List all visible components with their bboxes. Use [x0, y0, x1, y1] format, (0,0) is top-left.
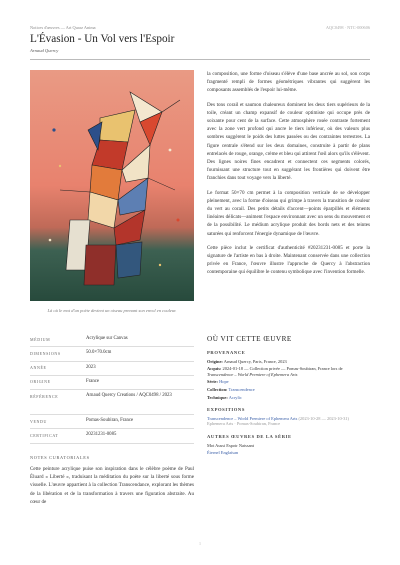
description-paragraph: Cette pièce inclut le certificat d'authenticité #20231231-0085 et porte la signature de l'artiste en bas à droite. Maintenant conservée dans une collection privée en France, l'œuvre illustre l'approche de Quercy à l'abstraction contemporaine qui équilibre le contenu symbolique avec l'invention formelle.: [207, 244, 370, 276]
meta-label: CERTIFICAT: [30, 432, 59, 438]
meta-label: DIMENSIONS: [30, 350, 61, 356]
provenance-origin: [207, 359, 370, 365]
exhibition-venue: Ephemera Arts · Pomas-Soubiran, France: [207, 421, 281, 427]
provenance-block: [207, 350, 370, 456]
description-paragraph: Des tons corail et saumon chaleureux dominent les deux tiers supérieurs de la toile, créant un champ expansif de couleur optimiste qui occupe près de soixante pour cent de la surface. Cette atmosphère rosée contraste fortement avec la zone vert profond qui ancre le tiers inférieur, où des valeurs plus sombres suggèrent le poids des luttes passées ou des contraintes terrestres. La figure centrale s'étend sur les deux domaines, construite à partir de plans entrelacés de rouge, orange, crème et bleu qui attirent l'œil alors qu'ils s'élèvent. Des lignes noires fines encadrent et connectent ces segments colorés, fournissant une structure tout en suggérant les frontières qui doivent être franchies dans tout voyage vers la liberté.: [207, 101, 370, 182]
provenance-heading: PROVENANCE: [207, 350, 246, 355]
exhibition-dates: (2023-10-28 — 2023-10-31): [298, 415, 349, 421]
artwork-title: L'Évasion - Un Vol vers l'Espoir: [30, 33, 175, 45]
acquired-event: Transcendence – World Premiere of Ephemera Arts: [207, 371, 298, 377]
origin-label: Origine:: [207, 358, 223, 364]
meta-value: Acrylique sur Canvas: [86, 336, 128, 341]
meta-row-medium: [30, 333, 194, 347]
where-section-title: OÙ VIT CETTE ŒUVRE: [207, 335, 292, 343]
series-label: Série:: [207, 379, 218, 385]
series-work-item[interactable]: Mot Aussi Espoir Naissant: [207, 442, 254, 448]
meta-value: Arnaud Quercy Creations / AQC0498 / 2023: [86, 393, 172, 399]
acquired-value: 2024-01-18 — Collection privée — Pomas-Soubiran, France lors de: [222, 366, 343, 372]
meta-value: Pomas-Soubiran, France: [86, 418, 134, 424]
meta-value: France: [86, 378, 100, 384]
meta-value: 2023: [86, 364, 96, 370]
meta-row-sold: [30, 415, 194, 429]
header-divider: [30, 59, 370, 60]
meta-label: ANNÉE: [30, 365, 47, 371]
meta-row-certificate: [30, 429, 194, 443]
meta-label: RÉFÉRENCE: [30, 393, 59, 399]
meta-row-dimensions: [30, 347, 194, 361]
exhibition-link[interactable]: Transcendence – World Premiere of Ephemera Arts: [207, 415, 298, 421]
meta-label: VENDU: [30, 418, 47, 424]
technique-label: Technique:: [207, 394, 228, 400]
series-works-heading: AUTRES ŒUVRES DE LA SÉRIE: [207, 433, 292, 439]
meta-row-year: [30, 362, 194, 376]
artist-name: Arnaud Quercy: [30, 48, 59, 53]
collection-link[interactable]: Transcendence: [228, 386, 255, 392]
meta-label: MÉDIUM: [30, 336, 51, 342]
meta-label: ORIGINE: [30, 379, 51, 385]
provenance-series: [207, 379, 370, 385]
description-column: [207, 70, 370, 283]
header-reference: AQC0498 · NTC-000606: [325, 25, 370, 30]
description-paragraph: Le format 50×70 cm permet à la composition verticale de se développer pleinement, avec la forme d'oiseau qui grimpe à travers la transition de couleur du vert au corail. Des petits détails d'accent—points éparpillés et éléments linéaires délicats—animent l'espace environnant avec un sens du mouvement et de la possibilité. Le médium acrylique produit des bords nets et des teintes saturées qui renforcent l'énergie dynamique de l'œuvre.: [207, 189, 370, 237]
artwork-caption: Là où le mot d'un poète devient un oiseau prenant son envol en couleur.: [47, 308, 177, 313]
acquired-label: Acquis:: [207, 366, 222, 372]
exhibition-item: [207, 416, 370, 427]
collection-label: Collection:: [207, 386, 228, 392]
origin-value: Arnaud Quercy, Paris, France, 2023: [223, 358, 287, 364]
meta-value: 20231231-0085: [86, 432, 117, 438]
meta-row-origin: [30, 376, 194, 390]
description-paragraph: la composition, une forme d'oiseau s'élève d'une base ancrée au sol, son corps fragmenté rempli de formes géométriques vibrantes qui suggèrent les composants assemblés de l'espoir lui-même.: [207, 71, 370, 94]
technique-link[interactable]: Acrylic: [228, 394, 242, 400]
provenance-acquired: [207, 366, 370, 377]
series-work-item[interactable]: Éternel Englaïsan: [207, 450, 239, 456]
provenance-collection: [207, 387, 370, 393]
page-number: 1: [199, 541, 201, 546]
curatorial-notes-text: Cette peinture acrylique puise son inspiration dans le célèbre poème de Paul Éluard « Liberté », traduisant la méditation du poète sur la liberté sous forme visuelle. L'œuvre appartient à la collection Transcendance, explorant les thèmes de la libération et de la transformation à travers une figuration abstraite. Au cœur de: [30, 466, 194, 505]
provenance-technique: [207, 395, 370, 401]
meta-value: 50.0×70.0cm: [86, 350, 112, 356]
meta-row-reference: [30, 390, 194, 415]
header-collection: Notices d'œuvres — Art Quarz Anima: [30, 25, 96, 30]
metadata-table: [30, 333, 194, 444]
artwork-image: [30, 70, 194, 301]
curatorial-notes-heading: NOTES CURATORIALES: [30, 455, 90, 460]
series-link[interactable]: Hope: [219, 379, 229, 385]
exhibitions-heading: EXPOSITIONS: [207, 407, 246, 413]
